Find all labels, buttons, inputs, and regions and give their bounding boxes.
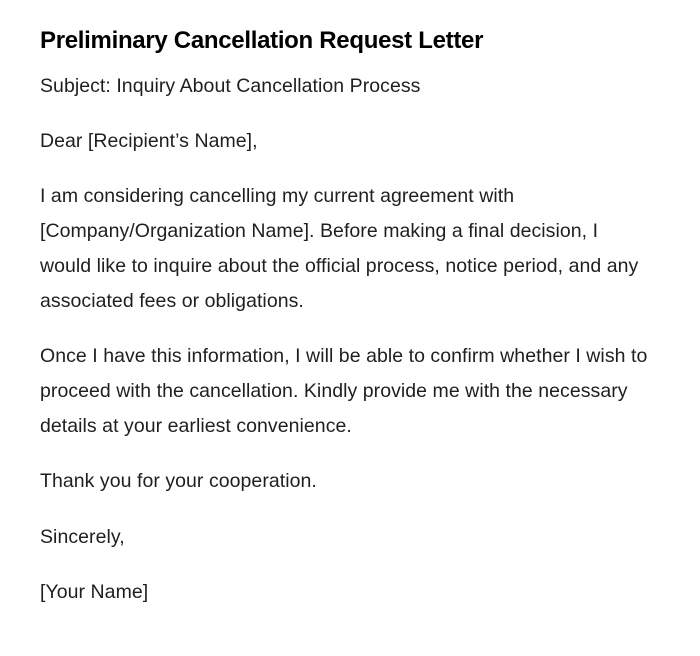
letter-greeting: Dear [Recipient’s Name], (40, 130, 258, 152)
letter-subject: Subject: Inquiry About Cancellation Process (40, 75, 421, 97)
letter-closing: Sincerely, (40, 526, 125, 548)
letter-body-paragraph-2: Once I have this information, I will be able to confirm whether I wish to proceed with the cancellation. Kindly provide me with the necessary details at your earliest convenience. (40, 345, 648, 437)
letter-signature: [Your Name] (40, 581, 149, 603)
letter-thanks: Thank you for your cooperation. (40, 470, 317, 492)
letter-body-paragraph-1: I am considering cancelling my current agreement with [Company/Organization Name]. Before making a final decision, I would like to inquire about the official process, notice period, and any associated fees or obligations. (40, 185, 639, 312)
letter-title: Preliminary Cancellation Request Letter (40, 27, 484, 54)
